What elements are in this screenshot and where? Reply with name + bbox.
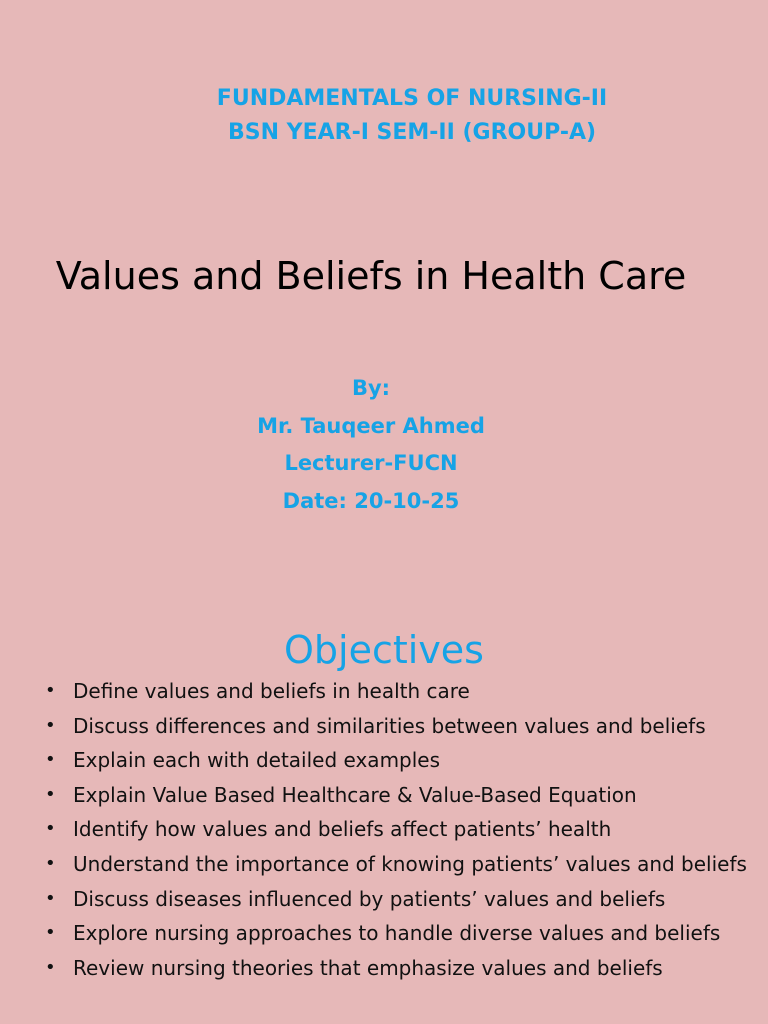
objectives-list [38, 676, 758, 987]
bullet-icon: • [45, 818, 56, 840]
list-item [38, 849, 758, 879]
list-item [38, 676, 758, 706]
objective-text: Explain Value Based Healthcare & Value-Based Equation [73, 782, 637, 807]
bullet-icon: • [45, 887, 56, 909]
list-item [38, 711, 758, 741]
presentation-date: Date: 20-10-25 [282, 488, 460, 513]
objective-text: Explain each with detailed examples [73, 748, 441, 773]
bullet-icon: • [45, 783, 56, 805]
bullet-icon: • [45, 956, 56, 978]
objective-text: Identify how values and beliefs affect patients’ health [73, 817, 612, 842]
objective-text: Review nursing theories that emphasize values and beliefs [73, 955, 663, 980]
bullet-icon: • [45, 749, 56, 771]
objective-text: Define values and beliefs in health care [73, 679, 470, 703]
list-item [38, 745, 758, 775]
presentation-title: Values and Beliefs in Health Care [55, 254, 687, 298]
list-item [38, 953, 758, 983]
bullet-icon: • [45, 680, 56, 701]
bullet-icon: • [45, 922, 56, 944]
objective-text: Explore nursing approaches to handle diverse values and beliefs [73, 921, 721, 946]
objective-text: Understand the importance of knowing patients’ values and beliefs [73, 851, 747, 876]
objectives-heading: Objectives [284, 628, 484, 672]
objective-text: Discuss diseases influenced by patients’ values and beliefs [73, 886, 666, 911]
presenter-info [0, 370, 742, 520]
list-item [38, 918, 758, 948]
presenter-name: Mr. Tauqeer Ahmed [257, 413, 485, 438]
presenter-role: Lecturer-FUCN [284, 451, 458, 475]
objective-text: Discuss differences and similarities between values and beliefs [73, 713, 706, 738]
bullet-icon: • [45, 714, 56, 736]
list-item [38, 884, 758, 914]
list-item [38, 780, 758, 810]
course-title: FUNDAMENTALS OF NURSING-II [216, 86, 608, 111]
course-group: BSN YEAR-I SEM-II (GROUP-A) [227, 120, 597, 145]
list-item [38, 814, 758, 844]
by-label: By: [351, 376, 391, 400]
bullet-icon: • [45, 852, 56, 874]
